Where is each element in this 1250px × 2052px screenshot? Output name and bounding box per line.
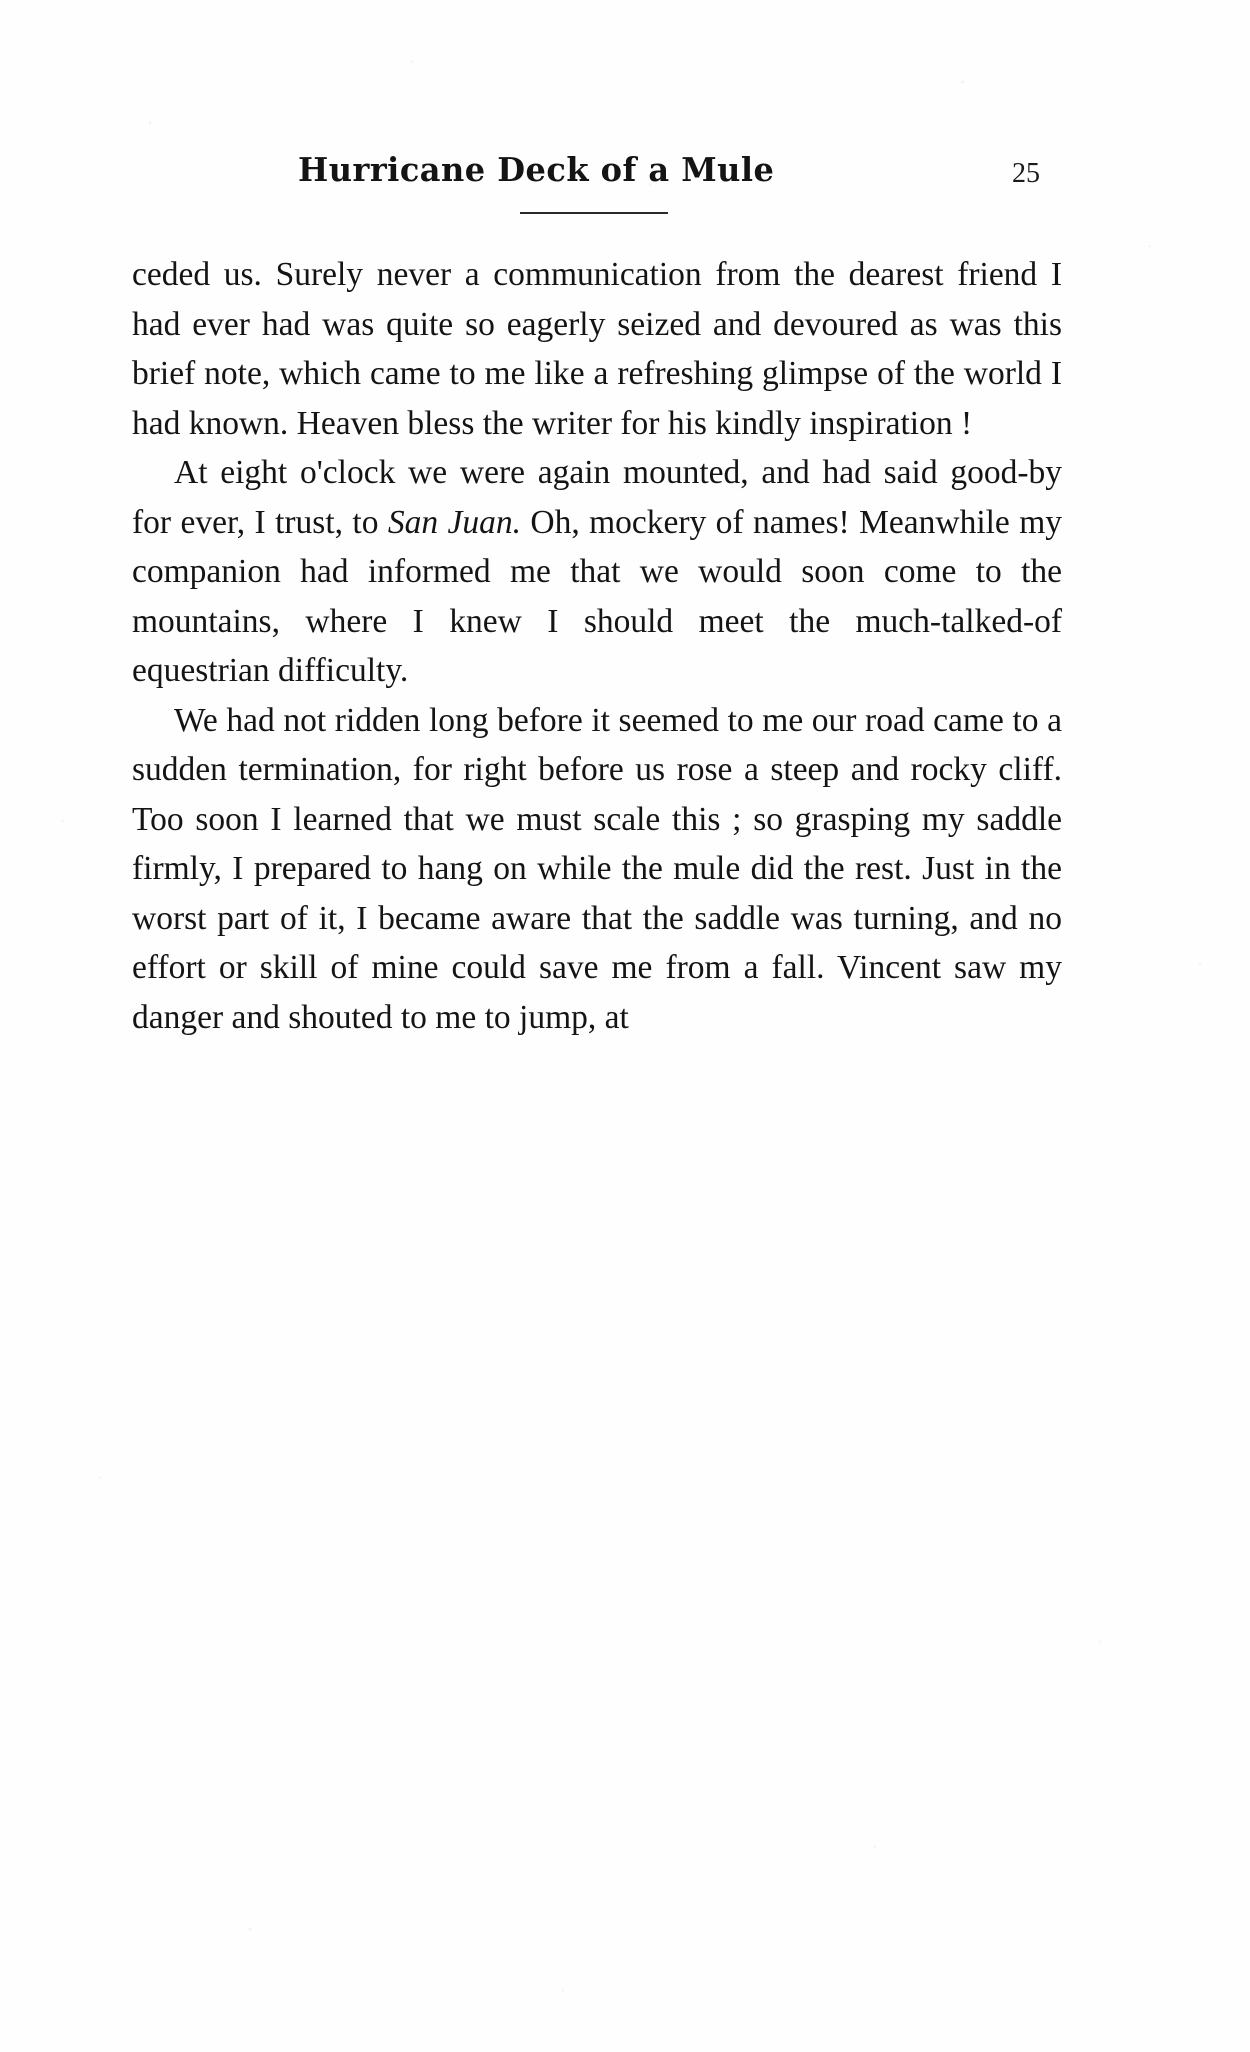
paragraph-tail: Oh, mockery of names! Meanwhile my companion had informed me that we would soon come to the mountains, where I knew I should meet the much-talked-of equestrian difficulty.	[132, 503, 1062, 689]
paragraph: ceded us. Surely never a communication from the dearest friend I had ever had was quite so eagerly seized and devoured as was this brief note, which came to me like a refreshing glimpse of the world I had known. Heaven bless the writer for his kindly inspiration !	[132, 256, 1062, 442]
page-header	[132, 150, 1062, 242]
page-number: 25	[1012, 158, 1040, 189]
running-title: Hurricane Deck of a Mule	[298, 150, 775, 189]
italic-place-name: San Juan.	[387, 503, 521, 541]
paragraph-lead: At eight o'clock we were again mounted, and had said good-by for ever, I trust, to	[132, 454, 1062, 541]
header-rule	[520, 212, 668, 214]
body-text	[132, 250, 1062, 1042]
paragraph: We had not ridden long before it seemed to me our road came to a sudden termination, for right before us rose a steep and rocky cliff. Too soon I learned that we must scale this ; so grasping my saddle firmly, I prepared to hang on while the mule did the rest. Just in the worst part of it, I became aware that the saddle was turning, and no effort or skill of mine could save me from a fall. Vincent saw my danger and shouted to me to jump, at	[132, 701, 1062, 1036]
paragraph	[132, 448, 1062, 696]
page-content	[132, 150, 1062, 1042]
